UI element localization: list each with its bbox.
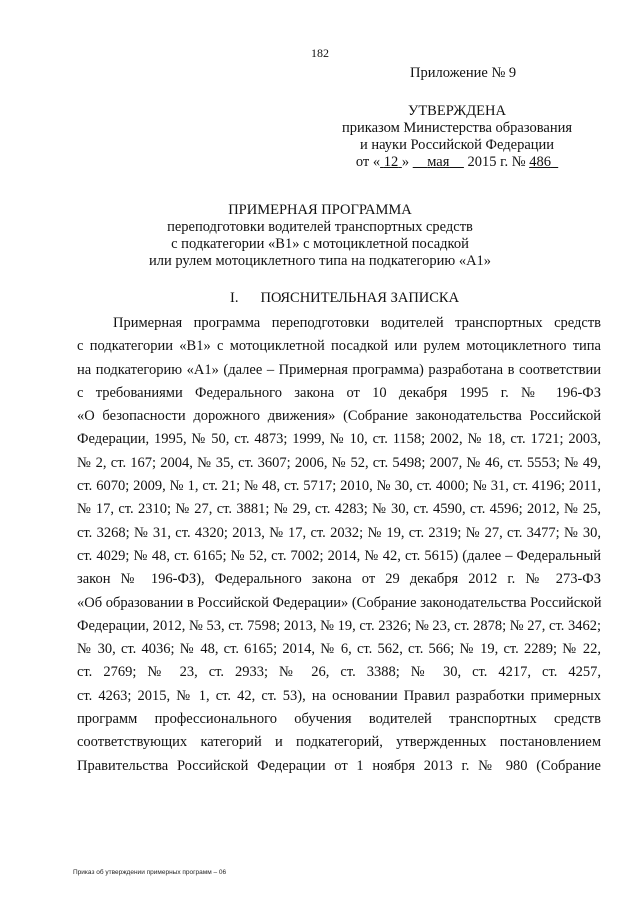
program-title-line-2: с подкатегории «В1» с мотоциклетной посадкой (171, 236, 469, 252)
program-title-line-3: или рулем мотоциклетного типа на подкатегорию «А1» (148, 253, 492, 269)
appendix-label: Приложение № 9 (410, 65, 517, 81)
body-line: ст. 4263; 2015, № 1, ст. 42, ст. 53), на основании Правил разработки примерных (77, 687, 601, 704)
body-line: № 30, ст. 4036; № 48, ст. 6165; 2014, № 6, ст. 562, ст. 566; № 19, ст. 2289; № 22, (77, 641, 601, 658)
section-title: ПОЯСНИТЕЛЬНАЯ ЗАПИСКА (260, 290, 460, 306)
footer-note: Приказ об утверждении примерных программ – 06 (73, 869, 227, 876)
body-line: с подкатегории «В1» с мотоциклетной посадкой или рулем мотоциклетного типа (77, 338, 601, 355)
body-line: № 2, ст. 167; 2004, № 35, ст. 3607; 2006, № 52, ст. 5498; 2007, № 46, ст. 5553; № 49, (77, 454, 601, 471)
page-number: 182 (311, 46, 329, 60)
body-line: «Об образовании в Российской Федерации» (Собрание законодательства Российской (77, 594, 602, 611)
approval-block (330, 103, 584, 171)
date-day-suffix: » (401, 154, 410, 170)
body-line: Федерации, 1995, № 50, ст. 4873; 1999, № 10, ст. 1158; 2002, № 18, ст. 1721; 2003, (77, 431, 601, 448)
approval-day: 12 (383, 154, 399, 170)
body-line: ст. 3268; № 31, ст. 4320; 2013, № 17, ст. 2032; № 19, ст. 2319; № 27, ст. 3477; № 30, (77, 524, 601, 541)
approval-year: 2015 г. № (467, 154, 526, 170)
body-line: закон № 196-ФЗ), Федерального закона от 29 декабря 2012 г. № 273-ФЗ (77, 571, 601, 588)
body-line: соответствующих категорий и подкатегорий, утвержденных постановлением (77, 734, 601, 751)
program-title (0, 202, 640, 270)
section-number: I. (230, 290, 239, 306)
body-line: Федерации, 2012, № 53, ст. 7598; 2013, № 19, ст. 2326; № 23, ст. 2878; № 27, ст. 3462; (77, 617, 601, 634)
program-title-heading: ПРИМЕРНАЯ ПРОГРАММА (228, 202, 412, 218)
body-line: на подкатегорию «А1» (далее – Примерная программа) разработана в соответствии (77, 361, 601, 378)
date-prefix: от « (355, 154, 381, 170)
section-heading (230, 290, 459, 307)
body-line: ст. 2769; № 23, ст. 2933; № 26, ст. 3388; № 30, ст. 4217, ст. 4257, (77, 664, 601, 681)
body-line: «О безопасности дорожного движения» (Собрание законодательства Российской (77, 408, 601, 425)
approval-number: 486 (529, 154, 551, 170)
body-line: Правительства Российской Федерации от 1 ноября 2013 г. № 980 (Собрание (77, 757, 601, 774)
body-line: с требованиями Федерального закона от 10 декабря 1995 г. № 196-ФЗ (77, 384, 601, 401)
approval-line-2: и науки Российской Федерации (359, 137, 555, 153)
approval-heading: УТВЕРЖДЕНА (408, 103, 506, 119)
body-line: программ профессионального обучения водителей транспортных средств (77, 711, 601, 728)
approval-month: мая (427, 154, 450, 170)
body-line: Примерная программа переподготовки водителей транспортных средств (113, 315, 601, 331)
body-text (77, 312, 601, 778)
body-line: ст. 6070; 2009, № 1, ст. 21; № 48, ст. 5717; 2010, № 30, ст. 4000; № 31, ст. 4196; 2011, (77, 478, 601, 495)
program-title-line-1: переподготовки водителей транспортных средств (167, 219, 473, 235)
body-line: № 17, ст. 2310; № 27, ст. 3881; № 29, ст. 4283; № 30, ст. 4590, ст. 4596; 2012, № 25, (77, 501, 601, 518)
body-line: ст. 4029; № 48, ст. 6165; № 52, ст. 7002; 2014, № 42, ст. 5615) (далее – Федеральный (77, 547, 601, 564)
approval-line-1: приказом Министерства образования (341, 120, 573, 136)
approval-date-line (330, 154, 584, 171)
